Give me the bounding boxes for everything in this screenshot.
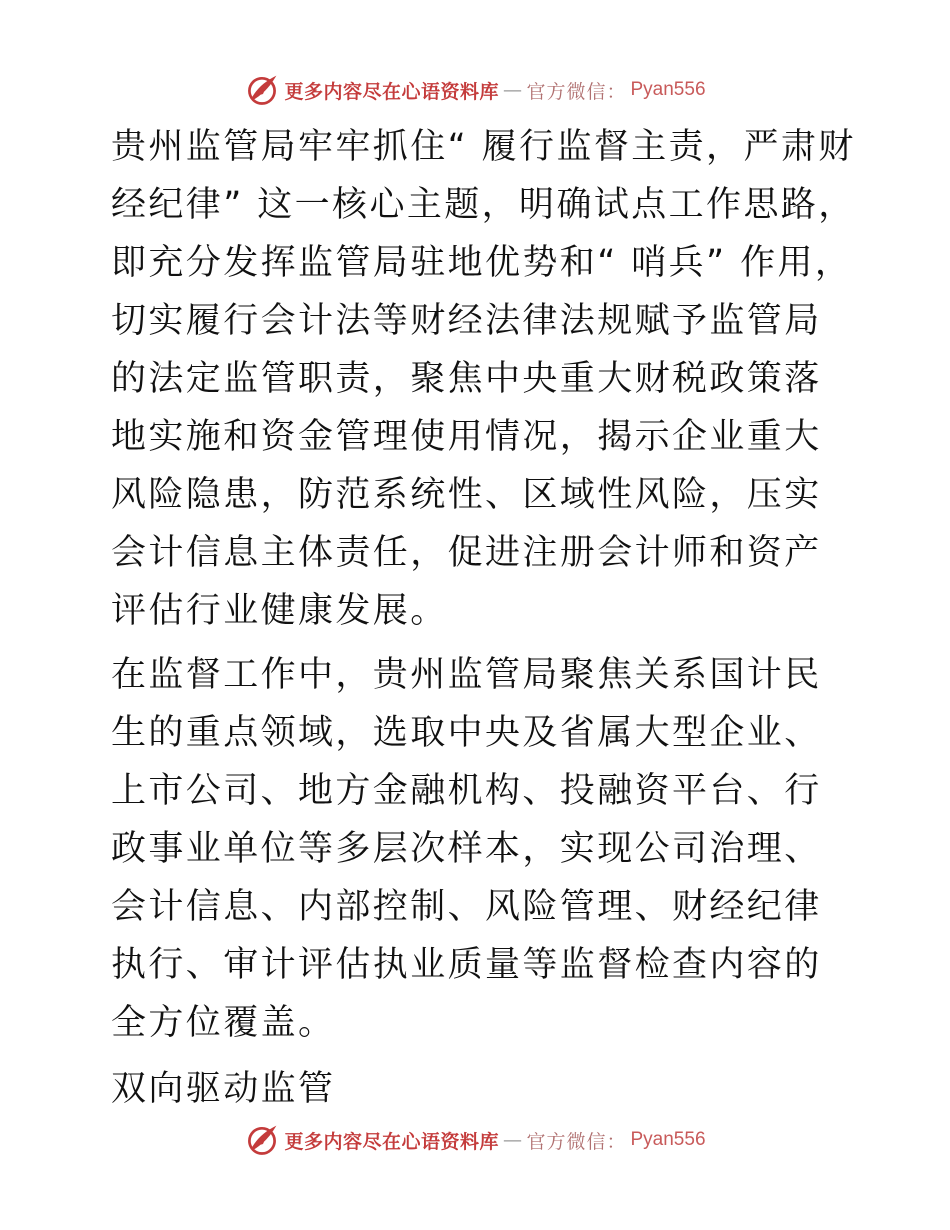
quill-logo-icon xyxy=(244,72,280,108)
header-watermark xyxy=(0,70,950,110)
quill-logo-icon xyxy=(244,1122,280,1158)
watermark-separator: — xyxy=(502,1129,523,1151)
watermark-account: Pyan556 xyxy=(630,1129,706,1150)
watermark-brand: 更多内容尽在心语资料库 xyxy=(284,1130,499,1153)
document-body xyxy=(97,118,857,1118)
watermark-brand: 更多内容尽在心语资料库 xyxy=(284,80,499,103)
footer-watermark xyxy=(0,1120,950,1160)
paragraph-2: 在监督工作中，贵州监管局聚焦关系国计民生的重点领域，选取中央及省属大型企业、上市公司、地方金融机构、投融资平台、行政事业单位等多层次样本，实现公司治理、会计信息、内部控制、风险管理、财经纪律执行、审计评估执业质量等监督检查内容的全方位覆盖。 xyxy=(111,655,822,1043)
section-heading: 双向驱动监管 xyxy=(111,1069,336,1109)
watermark-official-label: 官方微信： xyxy=(526,1130,627,1153)
watermark-separator: — xyxy=(502,79,523,101)
watermark-official-label: 官方微信： xyxy=(526,80,627,103)
watermark-account: Pyan556 xyxy=(630,79,706,100)
paragraph-1: 贵州监管局牢牢抓住“ 履行监督主责，严肃财经纪律” 这一核心主题，明确试点工作思路，即充分发挥监管局驻地优势和“ 哨兵” 作用，切实履行会计法等财经法律法规赋予监管局的法定监管职责，聚焦中央重大财税政策落地实施和资金管理使用情况，揭示企业重大风险隐患，防范系统性、区域性风险，压实会计信息主体责任，促进注册会计师和资产评估行业健康发展。 xyxy=(111,127,856,631)
